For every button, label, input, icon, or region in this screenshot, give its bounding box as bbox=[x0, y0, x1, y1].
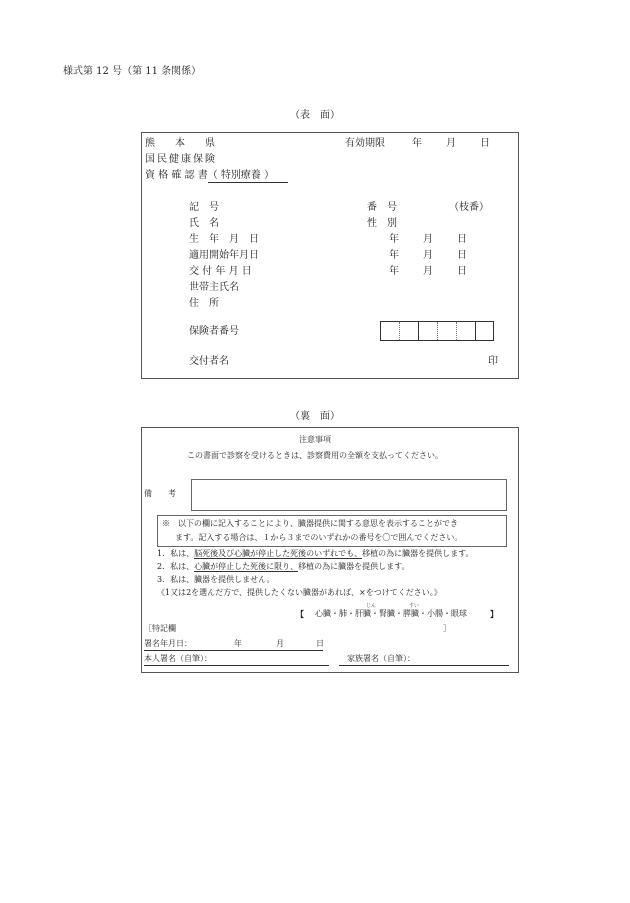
family-signature-label: 家族署名（自筆）： bbox=[347, 654, 415, 663]
issue-month: 月 bbox=[423, 266, 433, 277]
signature-date-label: 署名年月日： bbox=[144, 639, 192, 648]
label-start-date: 適用開始年月日 bbox=[189, 250, 259, 261]
signature-day: 日 bbox=[316, 639, 324, 648]
digit-divider bbox=[399, 322, 400, 340]
remarks-field[interactable] bbox=[191, 479, 507, 511]
label-symbol: 記 号 bbox=[189, 202, 219, 213]
ruby-sui: すい bbox=[409, 603, 420, 609]
validity-month: 月 bbox=[446, 138, 456, 149]
insurance-type: 国民健康保険 bbox=[145, 154, 217, 165]
label-number: 番 号 bbox=[367, 202, 397, 213]
option-text: 移植の為に臓器を提供します。 bbox=[298, 562, 410, 571]
option-number: 3．私は、 bbox=[157, 575, 195, 584]
signature-month: 月 bbox=[276, 639, 284, 648]
label-householder: 世帯主氏名 bbox=[189, 282, 239, 293]
family-signature-line[interactable] bbox=[339, 654, 509, 666]
validity-year: 年 bbox=[412, 138, 422, 149]
organs-open-bracket: 【 bbox=[296, 609, 304, 619]
validity-day: 日 bbox=[480, 138, 490, 149]
label-issue-date: 交 付 年 月 日 bbox=[189, 266, 252, 277]
birth-day: 日 bbox=[457, 234, 467, 245]
label-name: 氏 名 bbox=[189, 218, 219, 229]
special-notes-close: ］ bbox=[443, 624, 451, 633]
option-underlined: 脳死後及び心臓が停止した死後のいずれでも、 bbox=[194, 549, 363, 558]
label-sex: 性 別 bbox=[367, 218, 397, 229]
digit-divider bbox=[437, 322, 438, 340]
digit-divider bbox=[475, 322, 476, 340]
digit-divider bbox=[418, 322, 419, 340]
signature-date-line[interactable] bbox=[144, 639, 323, 651]
label-branch: （枝番） bbox=[449, 202, 489, 213]
organ-option-3[interactable] bbox=[157, 575, 275, 585]
option-text: 移植の為に臓器を提供します。 bbox=[362, 549, 474, 558]
start-day: 日 bbox=[457, 250, 467, 261]
ruby-jin: じん bbox=[366, 603, 377, 609]
organ-list[interactable]: 心臓・肺・肝臓・腎臓・膵臓・小腸・眼球 bbox=[315, 609, 467, 618]
back-heading: （裏 面） bbox=[290, 411, 340, 422]
option-number: 1．私は、 bbox=[157, 549, 195, 558]
special-notes-label: ［特記欄 bbox=[144, 624, 176, 633]
label-issuer-name: 交付者名 bbox=[189, 356, 229, 367]
cert-title-main: 資 格 確 認 書 bbox=[145, 170, 208, 181]
cert-title bbox=[145, 170, 288, 183]
organ-option-1[interactable] bbox=[157, 549, 473, 559]
front-heading: （表 面） bbox=[290, 110, 340, 121]
validity-label: 有効期限 bbox=[345, 138, 385, 149]
issue-day: 日 bbox=[457, 266, 467, 277]
form-number: 様式第 12 号（第 11 条関係） bbox=[63, 66, 202, 77]
cert-subtitle: （ 特別療養 ） bbox=[208, 170, 288, 183]
organ-option-2[interactable] bbox=[157, 562, 409, 572]
issue-year: 年 bbox=[389, 266, 399, 277]
notes-title: 注意事項 bbox=[299, 435, 331, 444]
insurer-number-boxes[interactable] bbox=[380, 321, 494, 341]
birth-month: 月 bbox=[423, 234, 433, 245]
prefecture: 熊 本 県 bbox=[145, 138, 215, 149]
signature-year: 年 bbox=[234, 639, 242, 648]
organ-exclusion-note: 《1又は2を選んだ方で、提供したくない臓器があれば、×をつけてください。》 bbox=[157, 588, 442, 597]
label-birthdate: 生 年 月 日 bbox=[189, 234, 259, 245]
start-month: 月 bbox=[423, 250, 433, 261]
birth-year: 年 bbox=[389, 234, 399, 245]
option-text: 臓器を提供しません。 bbox=[194, 575, 275, 584]
digit-divider bbox=[456, 322, 457, 340]
label-insurer-number: 保険者番号 bbox=[189, 326, 239, 337]
start-year: 年 bbox=[389, 250, 399, 261]
label-address: 住 所 bbox=[189, 298, 219, 309]
self-signature-line[interactable] bbox=[144, 654, 329, 666]
remarks-label: 備 考 bbox=[144, 489, 176, 498]
notes-text: この書面で診察を受けるときは、診察費用の全額を支払ってください。 bbox=[187, 451, 443, 460]
seal-mark: 印 bbox=[488, 356, 498, 367]
self-signature-label: 本人署名（自筆）： bbox=[144, 654, 212, 663]
organ-notice-line2: ます。記入する場合は、１から３までのいずれかの番号を〇で囲んでください。 bbox=[175, 533, 463, 542]
organs-close-bracket: 】 bbox=[490, 609, 498, 619]
option-underlined: 心臓が停止した死後に限り、 bbox=[194, 562, 299, 571]
option-number: 2．私は、 bbox=[157, 562, 195, 571]
organ-notice-line1: ※ 以下の欄に記入することにより、臓器提供に関する意思を表示することができ bbox=[162, 519, 458, 528]
